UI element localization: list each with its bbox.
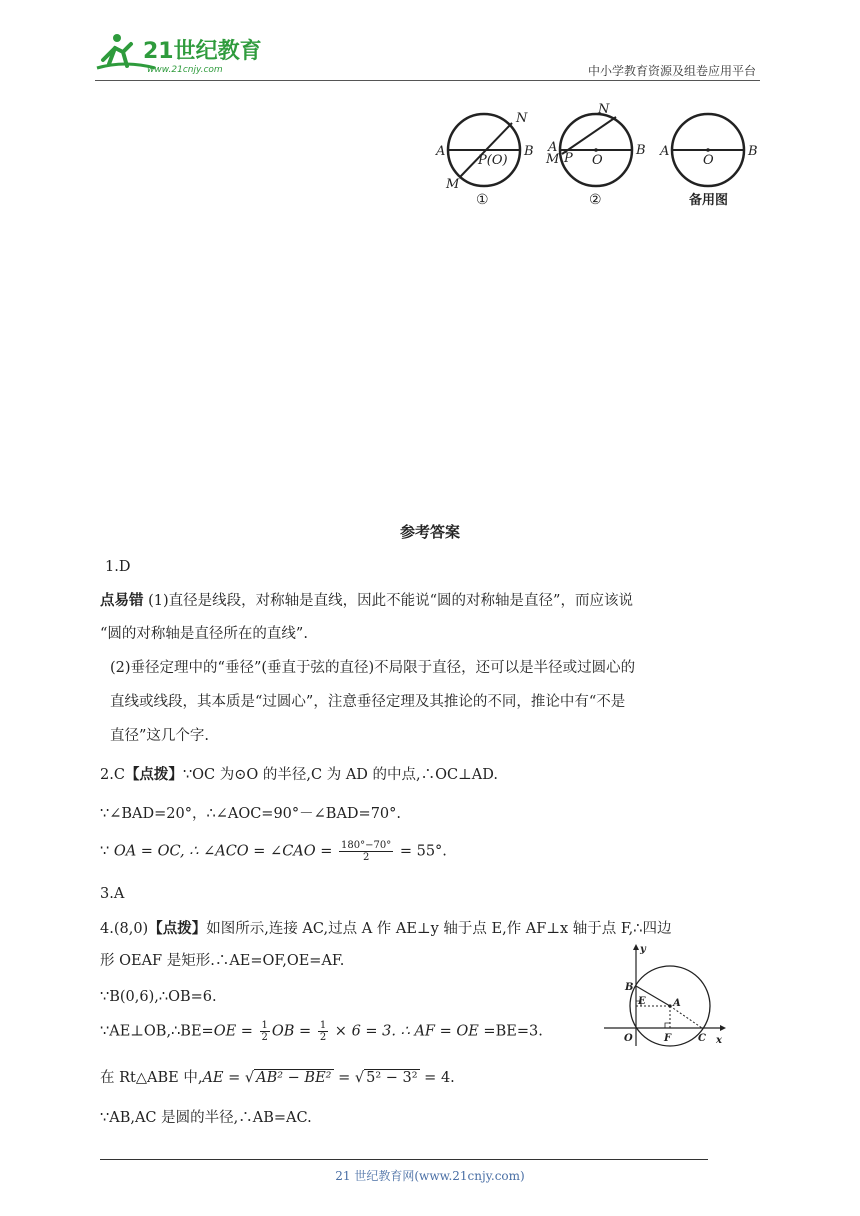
answer-4-line-5: 在 Rt△ABE 中,AE = √ AB² − BE² = √ 5² − 3² = 4. (100, 1070, 455, 1086)
svg-text:P: P (564, 151, 573, 166)
svg-text:N: N (598, 102, 610, 117)
svg-text:①: ① (476, 192, 489, 208)
svg-text:C: C (698, 1033, 706, 1044)
answer-1-note: 点易错 (1)直径是线段，对称轴是直线，因此不能说“圆的对称轴是直径”，而应该说 (100, 592, 633, 609)
svg-text:O: O (624, 1033, 633, 1044)
answer-1-note-2b: 直线或线段，其本质是“过圆心”，注意垂径定理及其推论的不同，推论中有“不是 (110, 694, 626, 710)
answer-4-line-4: ∵AE⊥OB,∴BE=OE = $\frac{1}{2}$ OB = $\frac{1}{2}$ × 6 = 3. ∴ AF = OE =BE=3. (100, 1020, 543, 1043)
answer-1-note-2c: 直径”这几个字. (110, 728, 210, 744)
svg-text:M: M (546, 152, 560, 167)
figure-1 (435, 111, 534, 208)
svg-text:21世纪教育: 21世纪教育 (143, 39, 262, 64)
svg-text:www.21cnjy.com: www.21cnjy.com (147, 65, 223, 75)
svg-text:O: O (592, 153, 603, 168)
svg-text:A: A (548, 140, 558, 155)
header-divider (95, 80, 760, 81)
svg-text:B: B (748, 144, 758, 159)
answer-1: 1.D (105, 559, 131, 575)
svg-text:N: N (516, 111, 528, 126)
answers-title: 参考答案 (399, 523, 460, 541)
answer-4-line-1: 4.(8,0)【点拨】如图所示,连接 AC,过点 A 作 AE⊥y 轴于点 E,作 AF⊥x 轴于点 F,∴四边 (100, 920, 672, 937)
figure-2 (545, 102, 646, 208)
svg-text:A: A (436, 144, 446, 159)
svg-text:O: O (703, 153, 714, 168)
svg-text:B: B (524, 144, 534, 159)
svg-text:B: B (625, 982, 634, 993)
answer-3: 3.A (100, 886, 125, 902)
answer-2-line-1: 2.C【点拨】∵OC 为⊙O 的半径,C 为 AD 的中点,∴OC⊥AD. (100, 766, 498, 783)
logo (95, 30, 265, 78)
answer-1-note-2a: (2)垂径定理中的“垂径”(垂直于弦的直径)不局限于直径，还可以是半径或过圆心的 (110, 660, 636, 676)
answer-4-line-3: ∵B(0,6),∴OB=6. (100, 989, 217, 1005)
svg-text:A: A (660, 144, 670, 159)
svg-text:E: E (638, 996, 646, 1007)
svg-text:x: x (716, 1035, 722, 1046)
svg-text:备用图: 备用图 (689, 193, 729, 208)
circle-figures (432, 100, 772, 220)
footer-link[interactable]: 21 世纪教育网(www.21cnjy.com) (335, 1169, 525, 1183)
svg-text:F: F (664, 1033, 672, 1044)
answer-2-line-3: ∵ OA = OC, ∴ ∠ACO = ∠CAO = $\frac{180^\circ-70^\circ}{2}$ = 55°. (100, 840, 447, 863)
answer-4-line-6: ∵AB,AC 是圆的半径,∴AB=AC. (100, 1110, 312, 1126)
answer-2-line-2: ∵∠BAD=20°，∴∠AOC=90°－∠BAD=70°. (100, 806, 402, 822)
svg-text:A: A (673, 998, 681, 1009)
coordinate-figure (600, 944, 728, 1048)
svg-text:B: B (636, 143, 646, 158)
header-platform-text: 中小学教育资源及组卷应用平台 (587, 64, 756, 78)
footer-divider (100, 1159, 708, 1160)
answer-1-note-cont: “圆的对称轴是直径所在的直线”. (100, 626, 308, 642)
svg-text:M: M (446, 177, 460, 192)
tip-tag: 点易错 (100, 592, 144, 609)
answer-4-line-2: 形 OEAF 是矩形.∴AE=OF,OE=AF. (100, 953, 345, 969)
figure-spare (659, 114, 758, 208)
svg-text:y: y (640, 944, 646, 955)
svg-text:P(O): P(O) (478, 153, 508, 168)
svg-text:②: ② (589, 192, 602, 208)
